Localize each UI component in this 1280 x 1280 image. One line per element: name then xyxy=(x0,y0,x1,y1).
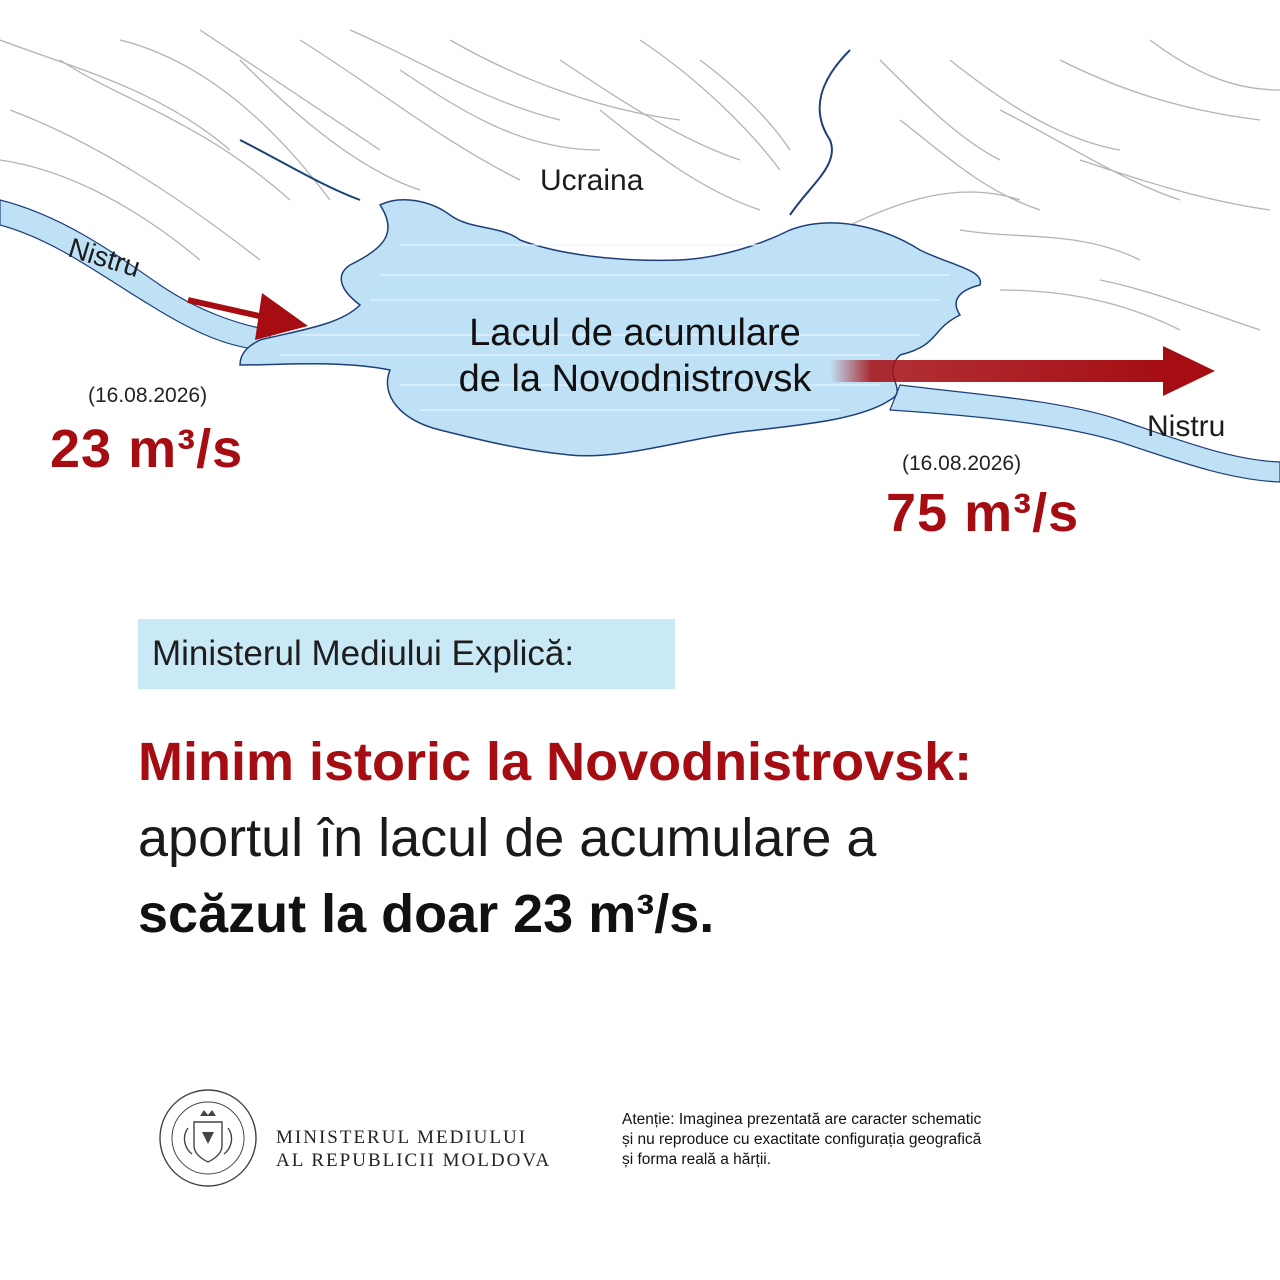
lake-label-line1: Lacul de acumulare xyxy=(469,312,801,354)
ministry-name-line1: MINISTERUL MEDIULUI xyxy=(276,1127,528,1148)
inflow-date: (16.08.2026) xyxy=(88,384,208,407)
river-label-right: Nistru xyxy=(1147,410,1226,443)
government-seal-icon xyxy=(158,1088,258,1188)
disclaimer xyxy=(622,1110,1092,1170)
outflow-date: (16.08.2026) xyxy=(902,452,1022,475)
ministry-name xyxy=(276,1126,551,1172)
disclaimer-line1: Atenție: Imaginea prezentată are caracter schematic xyxy=(622,1111,982,1128)
river-label-left: Nistru xyxy=(64,232,144,284)
headline-line2: aportul în lacul de acumulare a xyxy=(138,808,877,868)
lake-label-line2: de la Novodnistrovsk xyxy=(458,358,812,400)
tributary-right xyxy=(790,50,850,215)
headline-line1: Minim istoric la Novodnistrovsk: xyxy=(138,732,973,792)
country-label-ukraine: Ucraina xyxy=(540,164,644,197)
schematic-map xyxy=(0,0,1280,560)
lake-label xyxy=(430,310,840,402)
headline-line3: scăzut la doar 23 m³/s. xyxy=(138,884,715,944)
explain-label: Ministerul Mediului Explică: xyxy=(138,619,675,689)
disclaimer-line3: și forma reală a hărții. xyxy=(622,1151,772,1168)
ministry-name-line2: AL REPUBLICII MOLDOVA xyxy=(276,1150,552,1171)
inflow-value: 23 m³/s xyxy=(50,419,244,479)
disclaimer-line2: și nu reproduce cu exactitate configurația geografică xyxy=(622,1131,982,1148)
outflow-value: 75 m³/s xyxy=(886,483,1080,543)
headline xyxy=(138,724,1198,952)
